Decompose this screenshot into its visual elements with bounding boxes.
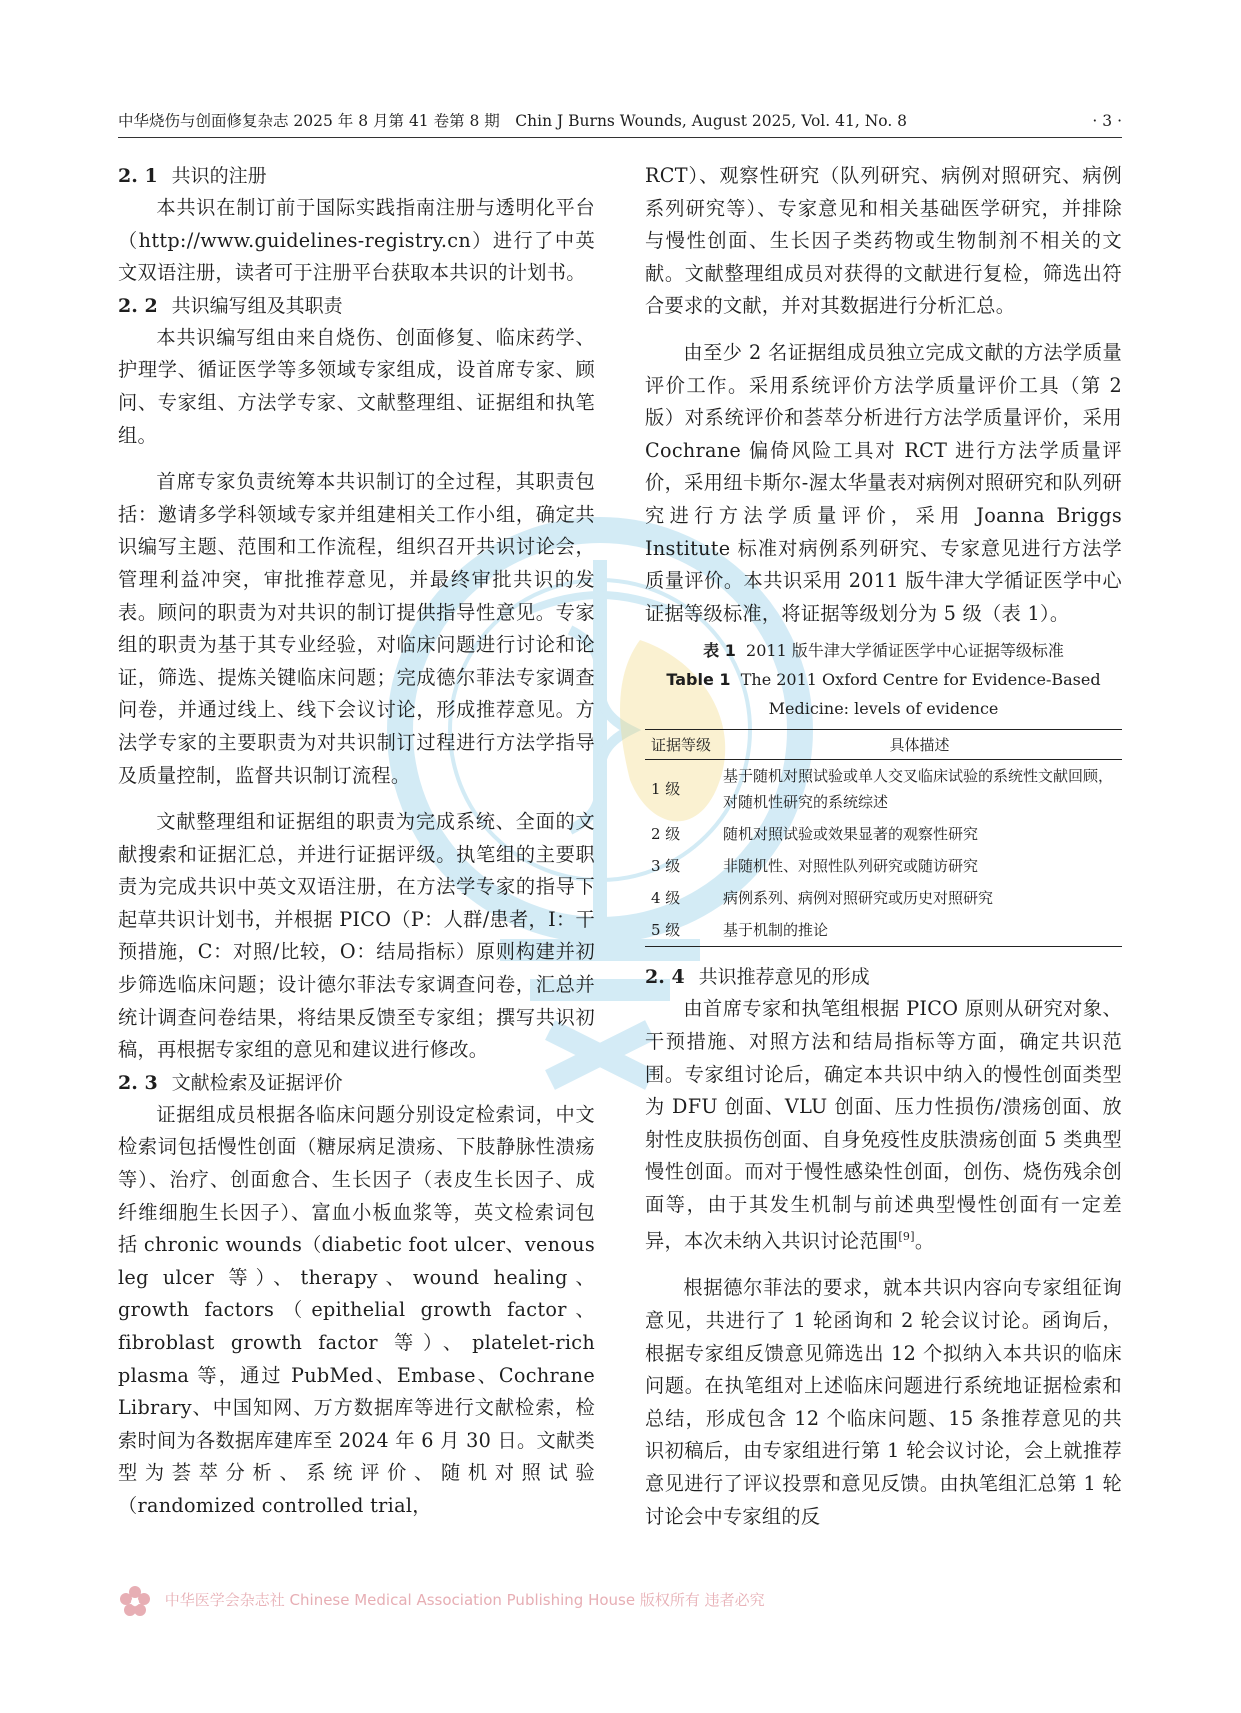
header-description: 具体描述 (717, 730, 1122, 760)
table-row (645, 914, 1122, 947)
paragraph: 根据德尔菲法的要求，就本共识内容向专家组征询意见，共进行了 1 轮函询和 2 轮会议讨论。函询后，根据专家组反馈意见筛选出 12 个拟纳入本共识的临床问题。在执笔组对上述临床问题进行系统地证据检索和总结，形成包含 12 个临床问题、15 条推荐意见的共识初稿后，由专家组进行第 1 轮会议讨论，会上就推荐意见进行了评议投票和意见反馈。由执笔组汇总第 1 轮讨论会中专家组的反 (645, 1276, 1122, 1528)
level-cell: 5 级 (645, 914, 717, 947)
table-label-cn: 表 1 (703, 641, 736, 661)
paragraph: 文献整理组和证据组的职责为完成系统、全面的文献搜索和证据汇总，并进行证据评级。执笔组的主要职责为完成共识中英文双语注册，在方法学专家的指导下起草共识计划书，并根据 PICO（P：人群/患者，I：干预措施，C：对照/比较，O：结局指标）原则构建并初步筛选临床问题；设计德尔菲法专家调查问卷，汇总并统计调查问卷结果，将结果反馈至专家组；撰写共识初稿，再根据专家组的意见和建议进行修改。 (118, 810, 595, 1062)
table-row (645, 882, 1122, 914)
right-column (645, 160, 1122, 1533)
section-number: 2. 4 (645, 966, 685, 989)
table-title-en: The 2011 Oxford Centre for Evidence-Based Medicine: levels of evidence (740, 670, 1101, 719)
publisher-logo (118, 1580, 765, 1620)
description-cell: 病例系列、病例对照研究或历史对照研究 (723, 889, 994, 908)
table-row (645, 760, 1122, 819)
description-cell: 随机对照试验或效果显著的观察性研究 (723, 825, 979, 844)
paragraph: 首席专家负责统筹本共识制订的全过程，其职责包括：邀请多学科领域专家并组建相关工作小组，确定共识编写主题、范围和工作流程，组织召开共识讨论会，管理利益冲突，审批推荐意见，并最终审批共识的发表。顾问的职责为对共识的制订提供指导性意见。专家组的职责为基于其专业经验，对临床问题进行讨论和论证，筛选、提炼关键临床问题；完成德尔菲法专家调查问卷，并通过线上、线下会议讨论，形成推荐意见。方法学专家的主要职责为对共识制订过程进行方法学指导及质量控制，监督共识制订流程。 (118, 470, 595, 787)
section-heading-2-1 (118, 160, 595, 192)
section-number: 2. 2 (118, 294, 158, 317)
journal-citation: 中华烧伤与创面修复杂志 2025 年 8 月第 41 卷第 8 期 Chin J Burns Wounds, August 2025, Vol. 41, No. 8 (118, 112, 908, 130)
section-heading-2-3 (118, 1067, 595, 1099)
section-title: 共识编写组及其职责 (171, 294, 343, 317)
paragraph (645, 993, 1122, 1258)
description-cell: 基于随机对照试验或单人交叉临床试验的系统性文献回顾，对随机性研究的系统综述 (723, 767, 1114, 812)
description-cell: 基于机制的推论 (717, 914, 1122, 947)
level-cell: 4 级 (651, 889, 681, 908)
section-heading-2-2 (118, 290, 595, 322)
section-heading-2-4 (645, 961, 1122, 993)
publisher-logo-text: 中华医学会杂志社 Chinese Medical Association Publishing House 版权所有 违者必究 (164, 1591, 765, 1609)
section-number: 2. 1 (118, 165, 158, 187)
section-title: 共识推荐意见的形成 (698, 966, 870, 989)
description-cell: 非随机性、对照性队列研究或随访研究 (723, 857, 979, 876)
table-label-en: Table 1 (666, 670, 731, 690)
header-level: 证据等级 (645, 730, 717, 760)
table-title-cn: 2011 版牛津大学循证医学中心证据等级标准 (746, 641, 1064, 661)
paragraph: 证据组成员根据各临床问题分别设定检索词，中文检索词包括慢性创面（糖尿病足溃疡、下肢静脉性溃疡等）、治疗、创面愈合、生长因子（表皮生长因子、成纤维细胞生长因子）、富血小板血浆等，英文检索词包括 chronic wounds（diabetic foot ulcer、venous leg ulcer 等）、therapy、wound healing、growth factors（epithelial growth factor、fibroblast growth factor 等）、platelet-rich plasma 等，通过 PubMed、Embase、Cochrane Library、中国知网、万方数据库等进行文献检索，检索时间为各数据库建库至 2024 年 6 月 30 日。文献类型为荟萃分析、系统评价、随机对照试验（randomized controlled trial， (118, 1102, 595, 1517)
running-header (118, 108, 1122, 134)
citation-ref[interactable]: [9] (898, 1230, 915, 1244)
table-caption (645, 636, 1122, 723)
header-rule (118, 137, 1122, 138)
section-number: 2. 3 (118, 1071, 158, 1094)
section-title: 共识的注册 (171, 165, 267, 187)
page-number: · 3 · (1092, 112, 1122, 130)
section-title: 文献检索及证据评价 (171, 1071, 343, 1094)
paragraph: 本共识编写组由来自烧伤、创面修复、临床药学、护理学、循证医学等多领域专家组成，设首席专家、顾问、专家组、方法学专家、文献整理组、证据组和执笔组。 (118, 325, 595, 447)
level-cell: 3 级 (651, 857, 681, 876)
publisher-flower-icon (118, 1584, 152, 1618)
level-cell: 2 级 (651, 825, 681, 844)
paragraph: 本共识在制订前于国际实践指南注册与透明化平台（http://www.guidelines-registry.cn）进行了中英文双语注册，读者可于注册平台获取本共识的计划书。 (118, 196, 595, 285)
paragraph-text: 由首席专家和执笔组根据 PICO 原则从研究对象、干预措施、对照方法和结局指标等方面，确定共识范围。专家组讨论后，确定本共识中纳入的慢性创面类型为 DFU 创面、VLU 创面、压力性损伤/溃疡创面、放射性皮肤损伤创面、自身免疫性皮肤溃疡创面 5 类典型慢性创面。而对于慢性感染性创面，创伤、烧伤残余创面等，由于其发生机制与前述典型慢性创面有一定差异，本次未纳入共识讨论范围 (645, 997, 1122, 1253)
paragraph-end: 。 (914, 1229, 935, 1253)
left-column (118, 160, 595, 1523)
table-row (645, 818, 1122, 850)
level-cell: 1 级 (651, 780, 681, 799)
evidence-levels-table (645, 729, 1122, 947)
paragraph-continued: RCT）、观察性研究（队列研究、病例对照研究、病例系列研究等）、专家意见和相关基础医学研究，并排除与慢性创面、生长因子类药物或生物制剂不相关的文献。文献整理组成员对获得的文献进行复检，筛选出符合要求的文献，并对其数据进行分析汇总。 (645, 164, 1122, 318)
paragraph: 由至少 2 名证据组成员独立完成文献的方法学质量评价工作。采用系统评价方法学质量评价工具（第 2 版）对系统评价和荟萃分析进行方法学质量评价，采用 Cochrane 偏倚风险工具对 RCT 进行方法学质量评价，采用纽卡斯尔-渥太华量表对病例对照研究和队列研究进行方法学质量评价，采用 Joanna Briggs Institute 标准对病例系列研究、专家意见进行方法学质量评价。本共识采用 2011 版牛津大学循证医学中心证据等级标准，将证据等级划分为 5 级（表 1）。 (645, 340, 1122, 625)
table-header-row (645, 730, 1122, 760)
table-row (645, 850, 1122, 882)
